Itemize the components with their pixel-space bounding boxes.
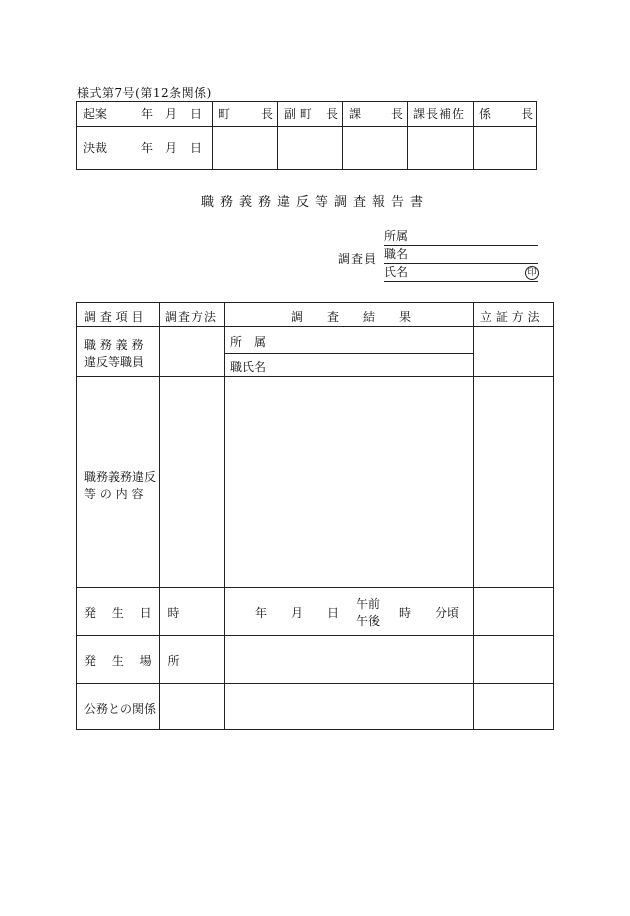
header-proof: 立 証 方 法 xyxy=(480,310,540,324)
role-mayor-b: 長 xyxy=(261,107,274,121)
role-section-b: 長 xyxy=(391,107,404,121)
header-result: 調 査 結 果 xyxy=(291,310,412,324)
document-title: 職務義務違反等調査報告書 xyxy=(200,195,429,210)
role-deputy-b: 長 xyxy=(326,107,339,121)
violator-position-name: 職氏名 xyxy=(230,360,267,374)
draft-year: 年 xyxy=(141,107,154,121)
occurrence-minute: 分頃 xyxy=(435,606,460,620)
role-assistant-chief: 課長補佐 xyxy=(413,107,466,121)
investigator-position: 職名 xyxy=(384,246,538,264)
approval-month: 月 xyxy=(165,141,178,155)
content-label-line2: 等 の 内 容 xyxy=(84,487,144,501)
occurrence-day: 日 xyxy=(327,606,340,620)
form-code: 様式第7号(第12条関係) xyxy=(77,86,212,100)
investigation-table xyxy=(76,302,554,730)
draft-label: 起案 xyxy=(83,107,108,121)
role-subsection-b: 長 xyxy=(521,107,534,121)
draft-month: 月 xyxy=(165,107,178,121)
content-label-line1: 職務義務違反 xyxy=(84,470,157,484)
role-mayor-a: 町 xyxy=(218,107,231,121)
approval-year: 年 xyxy=(141,141,154,155)
occurrence-hour: 時 xyxy=(399,606,412,620)
draft-day: 日 xyxy=(190,107,203,121)
occurrence-place-label: 発 生 場 所 xyxy=(84,654,186,668)
occurrence-month: 月 xyxy=(291,606,304,620)
violator-label-line2: 違反等職員 xyxy=(84,355,145,369)
approval-day: 日 xyxy=(190,141,203,155)
occurrence-datetime-label: 発 生 日 時 xyxy=(84,606,186,620)
approval-label: 決裁 xyxy=(83,141,108,155)
role-subsection-a: 係 xyxy=(479,107,492,121)
relation-label: 公務との関係 xyxy=(84,702,157,716)
approval-table xyxy=(76,101,537,170)
investigator-affiliation: 所属 xyxy=(384,228,538,246)
occurrence-year: 年 xyxy=(255,606,268,620)
occurrence-pm: 午後 xyxy=(356,614,381,628)
violator-label-line1: 職 務 義 務 xyxy=(84,338,144,352)
seal-mark: 印 xyxy=(525,266,539,280)
header-item: 調 査 項 目 xyxy=(84,310,144,324)
header-method: 調査方法 xyxy=(165,310,218,324)
investigator-label: 調査員 xyxy=(338,252,378,266)
role-section-a: 課 xyxy=(349,107,362,121)
role-deputy-a: 副 町 xyxy=(284,107,312,121)
investigator-name: 氏名 xyxy=(384,264,538,282)
occurrence-am: 午前 xyxy=(356,597,381,611)
violator-affiliation: 所 属 xyxy=(230,335,267,349)
